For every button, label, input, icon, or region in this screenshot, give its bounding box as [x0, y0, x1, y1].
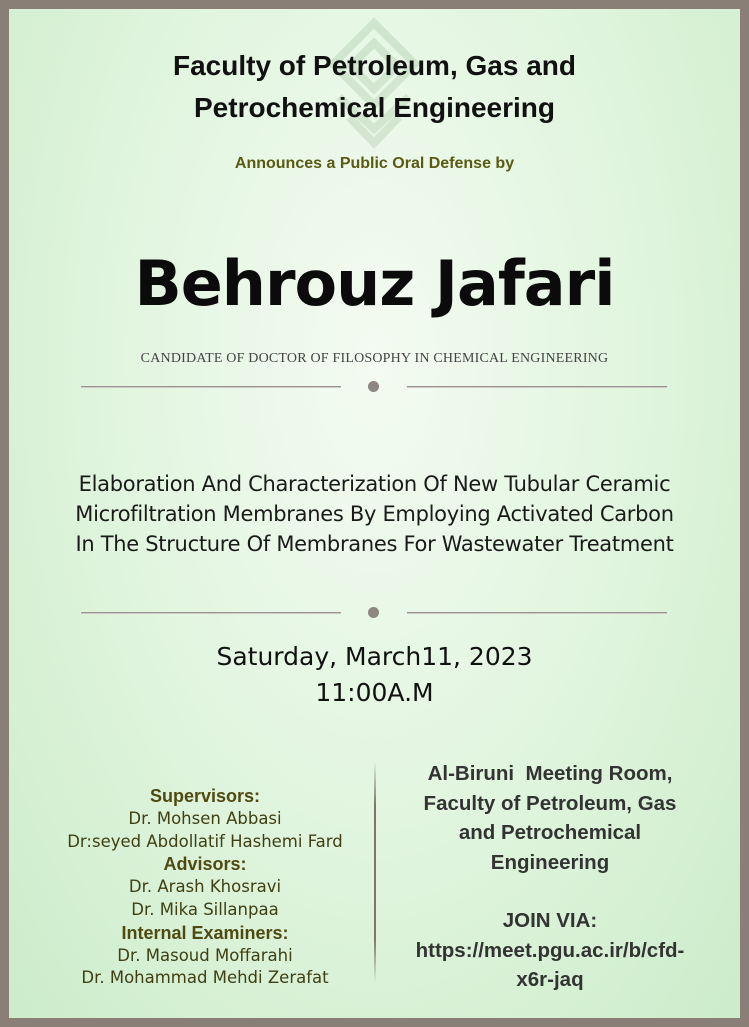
supervisor-name: Dr:seyed Abdollatif Hashemi Fard [67, 831, 343, 851]
candidate-name: Behrouz Jafari [134, 247, 615, 320]
join-via-label: JOIN VIA: [502, 909, 598, 932]
divider-dot-icon [368, 381, 379, 392]
meeting-link-line-1[interactable]: https://meet.pgu.ac.ir/b/cfd- [415, 938, 685, 962]
supervisors-label: Supervisors: [149, 786, 261, 806]
faculty-title-line-1: Faculty of Petroleum, Gas and [173, 50, 576, 81]
venue-info [387, 759, 713, 995]
advisor-name: Dr. Mika Sillanpaa [131, 899, 279, 919]
venue-line-3: and Petrochemical [458, 821, 642, 844]
divider-dot-icon [368, 607, 379, 618]
venue-line-1: Al-Biruni Meeting Room, [427, 762, 673, 785]
divider-middle [81, 606, 667, 620]
defense-time: 11:00A.M [315, 678, 434, 707]
supervisor-name: Dr. Mohsen Abbasi [128, 808, 282, 828]
thesis-title-line-3: In The Structure Of Membranes For Wastewater Treatment [75, 532, 674, 556]
announcement-text: Announces a Public Oral Defense by [234, 155, 515, 172]
defense-datetime [9, 639, 740, 711]
vertical-divider [374, 761, 376, 983]
venue-line-4: Engineering [490, 850, 610, 874]
thesis-title [9, 469, 740, 559]
examiners-label: Internal Examiners: [121, 922, 289, 943]
faculty-title [9, 45, 740, 129]
examiner-name: Dr. Mohammad Mehdi Zerafat [81, 968, 329, 988]
divider-top [81, 380, 667, 394]
advisor-name: Dr. Arash Khosravi [128, 877, 282, 897]
thesis-title-line-2: Microfiltration Membranes By Employing Activated Carbon [75, 502, 674, 526]
candidate-degree: CANDIDATE OF DOCTOR OF FILOSOPHY IN CHEMICAL ENGINEERING [140, 351, 609, 366]
venue-line-2: Faculty of Petroleum, Gas [423, 791, 677, 815]
defense-poster [9, 9, 740, 1018]
defense-date: Saturday, March11, 2023 [216, 642, 533, 671]
committee-list [37, 785, 373, 990]
meeting-link-line-2[interactable]: x6r-jaq [516, 968, 584, 991]
faculty-title-line-2: Petrochemical Engineering [194, 92, 555, 123]
advisors-label: Advisors: [163, 854, 247, 875]
thesis-title-line-1: Elaboration And Characterization Of New Tubular Ceramic [78, 472, 671, 496]
examiner-name: Dr. Masoud Moffarahi [117, 945, 293, 965]
